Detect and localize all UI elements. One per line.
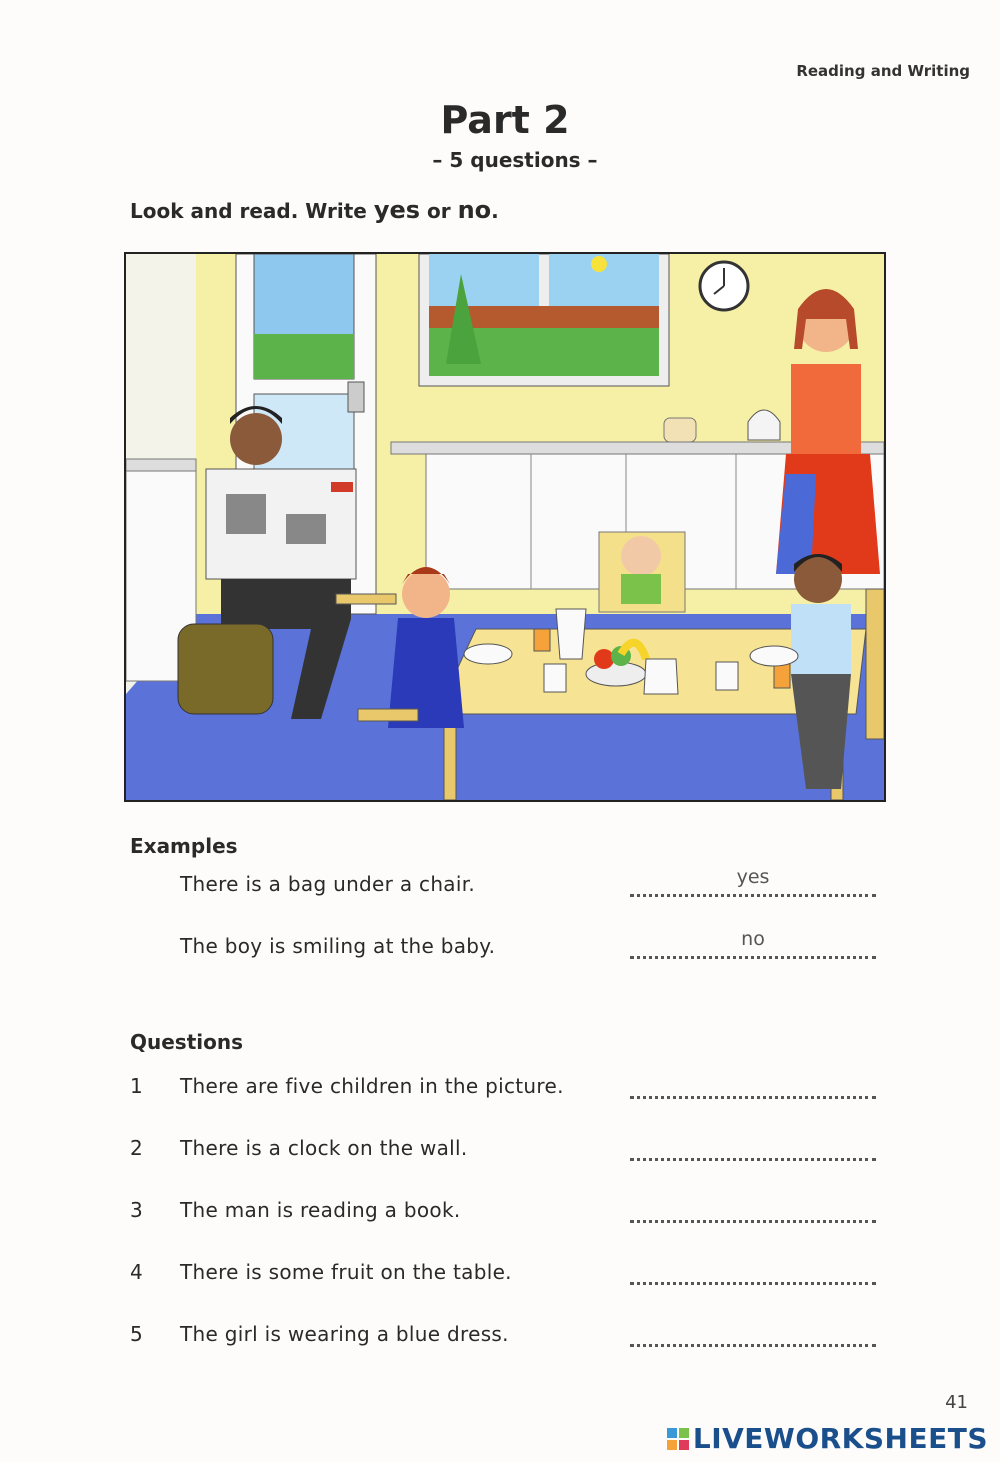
question-text: There is a clock on the wall. bbox=[180, 1136, 468, 1160]
instruction-yes: yes bbox=[373, 196, 421, 224]
examples-heading: Examples bbox=[130, 834, 238, 858]
question-number: 1 bbox=[130, 1074, 143, 1098]
example-row bbox=[0, 866, 1000, 912]
baby-head bbox=[621, 536, 661, 576]
question-number: 4 bbox=[130, 1260, 143, 1284]
instruction: Look and read. Write yes or no. bbox=[130, 196, 499, 224]
answer-line bbox=[630, 894, 876, 897]
jug bbox=[556, 609, 586, 659]
example-row bbox=[0, 928, 1000, 974]
bag bbox=[178, 624, 273, 714]
bread bbox=[664, 418, 696, 442]
door-window-grass bbox=[254, 334, 354, 379]
brand-name: LIVEWORKSHEETS bbox=[692, 1422, 988, 1455]
question-row bbox=[0, 1260, 1000, 1300]
answer-input-1[interactable] bbox=[630, 1096, 876, 1099]
answer-input-3[interactable] bbox=[630, 1220, 876, 1223]
page-number: 41 bbox=[945, 1392, 968, 1413]
door-handle bbox=[348, 382, 364, 412]
question-text: There is some fruit on the table. bbox=[180, 1260, 512, 1284]
answer-input-2[interactable] bbox=[630, 1158, 876, 1161]
question-row bbox=[0, 1198, 1000, 1238]
part-subtitle: – 5 questions – bbox=[432, 148, 598, 172]
question-row bbox=[0, 1322, 1000, 1362]
example-answer: yes bbox=[736, 866, 770, 888]
questions-heading: Questions bbox=[130, 1030, 244, 1054]
question-text: There are five children in the picture. bbox=[180, 1074, 564, 1098]
section-label: Reading and Writing bbox=[796, 62, 970, 80]
question-text: The man is reading a book. bbox=[180, 1198, 461, 1222]
kitchen-illustration bbox=[124, 252, 886, 802]
liveworksheets-logo-icon bbox=[667, 1428, 689, 1450]
question-row bbox=[0, 1074, 1000, 1114]
juice-glass bbox=[534, 629, 550, 651]
question-row bbox=[0, 1136, 1000, 1176]
example-text: There is a bag under a chair. bbox=[180, 872, 476, 896]
question-number: 5 bbox=[130, 1322, 143, 1346]
brand-logo[interactable] bbox=[667, 1422, 988, 1455]
sun bbox=[591, 256, 607, 272]
question-text: The girl is wearing a blue dress. bbox=[180, 1322, 509, 1346]
instruction-no: no bbox=[457, 196, 492, 224]
kitchen-scene-svg bbox=[126, 254, 884, 800]
answer-line bbox=[630, 956, 876, 959]
question-number: 3 bbox=[130, 1198, 143, 1222]
part-title: Part 2 bbox=[440, 98, 570, 142]
left-counter bbox=[126, 459, 196, 471]
fruit-bowl bbox=[586, 662, 646, 686]
question-number: 2 bbox=[130, 1136, 143, 1160]
girl-head bbox=[402, 570, 450, 618]
example-answer: no bbox=[741, 928, 765, 950]
cup bbox=[544, 664, 566, 692]
answer-input-4[interactable] bbox=[630, 1282, 876, 1285]
man-head bbox=[230, 413, 282, 465]
answer-input-5[interactable] bbox=[630, 1344, 876, 1347]
boy-shirt bbox=[791, 604, 851, 674]
example-text: The boy is smiling at the baby. bbox=[180, 934, 496, 958]
